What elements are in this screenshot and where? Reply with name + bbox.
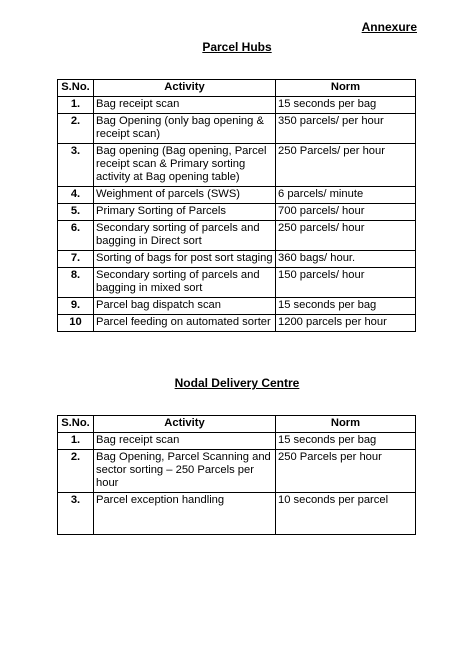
- sno-cell: 8.: [58, 268, 94, 298]
- activity-cell: Parcel bag dispatch scan: [94, 298, 276, 315]
- column-header-sno: S.No.: [58, 80, 94, 97]
- table-row: [58, 450, 416, 493]
- nodal-delivery-centre-table: [57, 415, 416, 535]
- sno-cell: 4.: [58, 187, 94, 204]
- activity-cell: Parcel exception handling: [94, 493, 276, 535]
- norm-cell: 6 parcels/ minute: [276, 187, 416, 204]
- sno-cell: 2.: [58, 114, 94, 144]
- norm-cell: 250 Parcels per hour: [276, 450, 416, 493]
- sno-cell: 5.: [58, 204, 94, 221]
- activity-cell: Weighment of parcels (SWS): [94, 187, 276, 204]
- table-row: [58, 298, 416, 315]
- norm-cell: 10 seconds per parcel: [276, 493, 416, 535]
- annexure-heading: Annexure: [361, 20, 417, 34]
- norm-cell: 360 bags/ hour.: [276, 251, 416, 268]
- norm-cell: 15 seconds per bag: [276, 298, 416, 315]
- column-header-sno: S.No.: [58, 416, 94, 433]
- table-row: [58, 251, 416, 268]
- norm-cell: 250 Parcels/ per hour: [276, 144, 416, 187]
- activity-cell: Bag opening (Bag opening, Parcel receipt scan & Primary sorting activity at Bag opening table): [94, 144, 276, 187]
- table-row: [58, 97, 416, 114]
- activity-cell: Bag receipt scan: [94, 97, 276, 114]
- sno-cell: 7.: [58, 251, 94, 268]
- norm-cell: 150 parcels/ hour: [276, 268, 416, 298]
- parcel-hubs-table: [57, 79, 416, 332]
- table-header-row: [58, 80, 416, 97]
- table-row: [58, 268, 416, 298]
- norm-cell: 250 parcels/ hour: [276, 221, 416, 251]
- parcel-hubs-title: Parcel Hubs: [202, 40, 272, 54]
- norm-cell: 15 seconds per bag: [276, 97, 416, 114]
- table-row: [58, 433, 416, 450]
- sno-cell: 1.: [58, 97, 94, 114]
- norm-cell: 700 parcels/ hour: [276, 204, 416, 221]
- table-row: [58, 114, 416, 144]
- table-header-row: [58, 416, 416, 433]
- sno-cell: 9.: [58, 298, 94, 315]
- nodal-delivery-centre-title: Nodal Delivery Centre: [174, 376, 300, 390]
- column-header-activity: Activity: [94, 416, 276, 433]
- norm-cell: 15 seconds per bag: [276, 433, 416, 450]
- sno-cell: 3.: [58, 493, 94, 535]
- norm-cell: 1200 parcels per hour: [276, 315, 416, 332]
- activity-cell: Secondary sorting of parcels and bagging in mixed sort: [94, 268, 276, 298]
- activity-cell: Primary Sorting of Parcels: [94, 204, 276, 221]
- sno-cell: 6.: [58, 221, 94, 251]
- table-row: [58, 315, 416, 332]
- table-row: [58, 493, 416, 535]
- sno-cell: 1.: [58, 433, 94, 450]
- column-header-norm: Norm: [276, 416, 416, 433]
- table-row: [58, 187, 416, 204]
- table-row: [58, 144, 416, 187]
- activity-cell: Secondary sorting of parcels and bagging in Direct sort: [94, 221, 276, 251]
- column-header-activity: Activity: [94, 80, 276, 97]
- activity-cell: Bag Opening, Parcel Scanning and sector sorting – 250 Parcels per hour: [94, 450, 276, 493]
- activity-cell: Bag Opening (only bag opening & receipt scan): [94, 114, 276, 144]
- column-header-norm: Norm: [276, 80, 416, 97]
- norm-cell: 350 parcels/ per hour: [276, 114, 416, 144]
- table-row: [58, 204, 416, 221]
- sno-cell: 10: [58, 315, 94, 332]
- activity-cell: Sorting of bags for post sort staging: [94, 251, 276, 268]
- sno-cell: 3.: [58, 144, 94, 187]
- activity-cell: Parcel feeding on automated sorter: [94, 315, 276, 332]
- sno-cell: 2.: [58, 450, 94, 493]
- activity-cell: Bag receipt scan: [94, 433, 276, 450]
- table-row: [58, 221, 416, 251]
